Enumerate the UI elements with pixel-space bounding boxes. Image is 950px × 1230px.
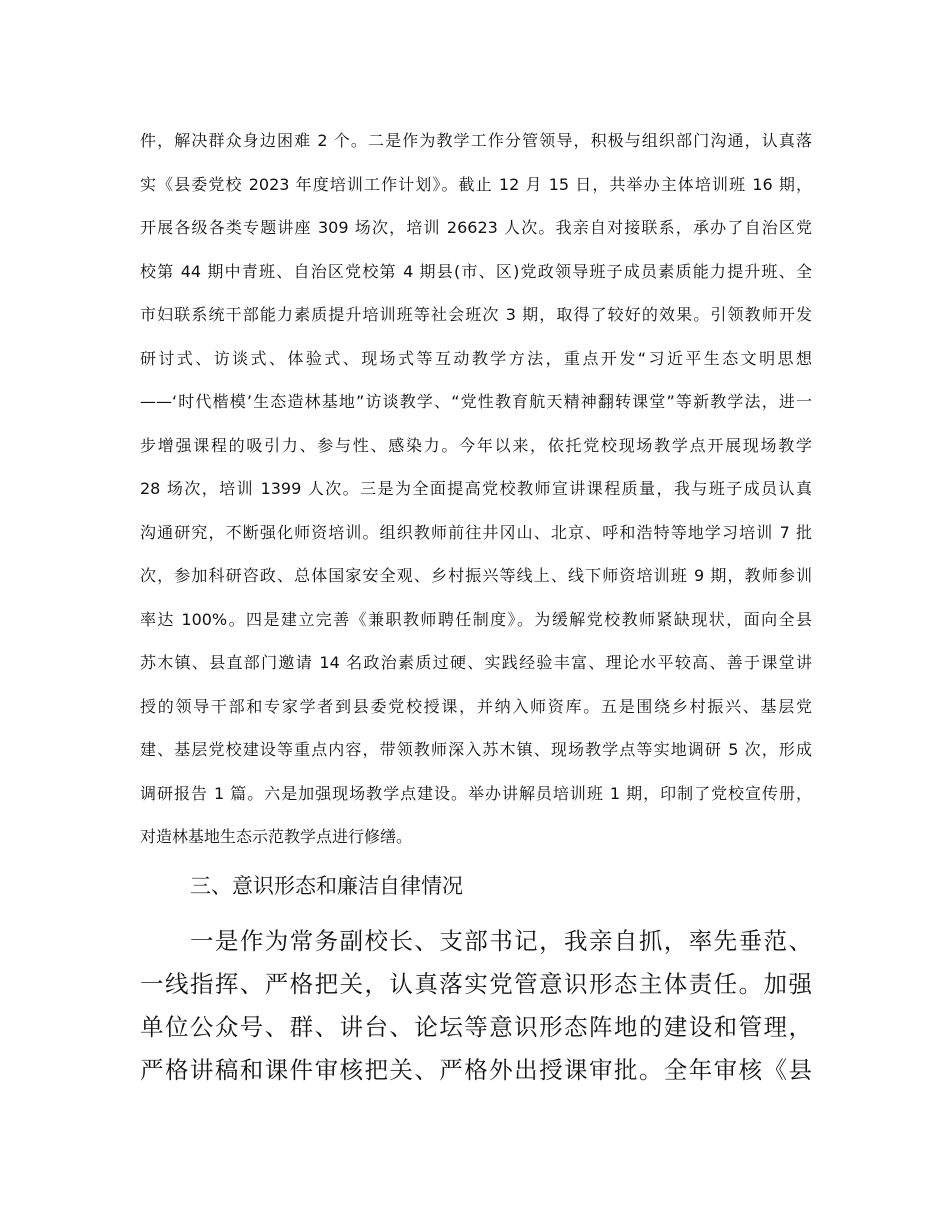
body-line-11: 次，参加科研咨政、总体国家安全观、乡村振兴等线上、线下师资培训班 9 期，教师参训 <box>140 566 812 585</box>
body-line-6: 研讨式、访谈式、体验式、现场式等互动教学方法，重点开发“习近平生态文明思想 <box>140 349 812 368</box>
body-line-17: 对造林基地生态示范教学点进行修缮。 <box>140 827 413 846</box>
section-line-3: 单位公众号、群、讲台、论坛等意识形态阵地的建设和管理， <box>140 1013 812 1041</box>
section-line-1: 一是作为常务副校长、支部书记，我亲自抓，率先垂范、 <box>190 927 812 955</box>
body-line-4: 校第 44 期中青班、自治区党校第 4 期县(市、区)党政领导班子成员素质能力提升班、全 <box>140 262 812 281</box>
body-line-15: 建、基层党校建设等重点内容，带领教师深入苏木镇、现场教学点等实地调研 5 次，形成 <box>140 740 812 759</box>
body-line-14: 授的领导干部和专家学者到县委党校授课，并纳入师资库。五是围绕乡村振兴、基层党 <box>140 697 812 716</box>
body-line-12: 率达 100%。四是建立完善《兼职教师聘任制度》。为缓解党校教师紧缺现状，面向全县 <box>140 610 812 629</box>
body-line-13: 苏木镇、县直部门邀请 14 名政治素质过硬、实践经验丰富、理论水平较高、善于课堂讲 <box>140 653 812 672</box>
body-line-8: 步增强课程的吸引力、参与性、感染力。今年以来，依托党校现场教学点开展现场教学 <box>140 436 812 455</box>
section-heading: 三、意识形态和廉洁自律情况 <box>190 874 463 898</box>
body-line-1: 件，解决群众身边困难 2 个。二是作为教学工作分管领导，积极与组织部门沟通，认真落 <box>140 131 812 150</box>
body-line-16: 调研报告 1 篇。六是加强现场教学点建设。举办讲解员培训班 1 期，印制了党校宣传册， <box>140 784 812 803</box>
section-line-4: 严格讲稿和课件审核把关、严格外出授课审批。全年审核《县 <box>140 1056 812 1084</box>
body-line-2: 实《县委党校 2023 年度培训工作计划》。截止 12 月 15 日，共举办主体培训班 16 期， <box>140 175 812 194</box>
body-line-9: 28 场次，培训 1399 人次。三是为全面提高党校教师宣讲课程质量，我与班子成员认真 <box>140 479 812 498</box>
body-line-10: 沟通研究，不断强化师资培训。组织教师前往井冈山、北京、呼和浩特等地学习培训 7 批 <box>140 523 812 542</box>
body-line-7: ——‘时代楷模’生态造林基地”访谈教学、“党性教育航天精神翻转课堂”等新教学法，进一 <box>140 392 812 411</box>
section-line-2: 一线指挥、严格把关，认真落实党管意识形态主体责任。加强 <box>140 970 812 998</box>
body-line-5: 市妇联系统干部能力素质提升培训班等社会班次 3 期，取得了较好的效果。引领教师开发 <box>140 305 812 324</box>
body-line-3: 开展各级各类专题讲座 309 场次，培训 26623 人次。我亲自对接联系，承办了自治区党 <box>140 218 812 237</box>
